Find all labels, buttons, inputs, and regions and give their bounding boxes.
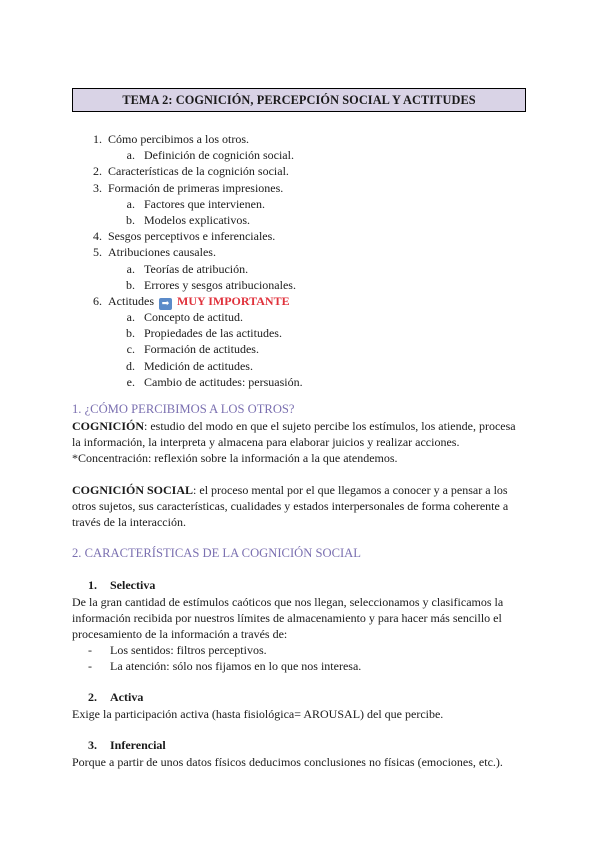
toc-subitem: a. Concepto de actitud. — [126, 310, 243, 325]
inferencial-paragraph: Porque a partir de unos datos físicos deducimos conclusiones no físicas (emociones, etc.). — [72, 755, 503, 769]
toc-subitem: b. Errores y sesgos atribucionales. — [126, 277, 296, 292]
subheading-selectiva: 1. Selectiva — [88, 578, 156, 592]
toc-subitem: b. Propiedades de las actitudes. — [126, 326, 282, 341]
toc-item: 3. Formación de primeras impresiones. — [93, 180, 284, 195]
page-title: TEMA 2: COGNICIÓN, PERCEPCIÓN SOCIAL Y ACTITUDES — [72, 88, 526, 112]
toc-subitem: e. Cambio de actitudes: persuasión. — [126, 374, 303, 389]
toc-subitem: a. Teorías de atribución. — [126, 261, 249, 276]
toc-item: 4. Sesgos perceptivos e inferenciales. — [93, 229, 276, 244]
document-page: TEMA 2: COGNICIÓN, PERCEPCIÓN SOCIAL Y ACTITUDES 1. Cómo percibimos a los otros. a. Definición de cognición social. 2. Características de la cognición social. 3. Formación de primeras impresiones. a. Factores que intervienen. b. Modelos explicativos. 4. Sesgos perceptivos e inferenciales. 5. Atribuciones causales. a. Teorías de atribución. b. Errores y sesgos atribucionales. 6. Actitudes ➡ MUY IMPORTANTE a. Concepto de actitud. b. Propiedades de las actitudes. c. Formación de actitudes. d. Medición de actitudes. e. Cambio de actitudes: persuasión. 1. ¿CÓMO PERCIBIMOS A LOS OTROS? COGNICIÓN: estudio del modo en que el sujeto percibe los estímulos, los atiende, procesa la información, la interpreta y almacena para elaborar juicios y realizar acciones. *Concentración: reflexión sobre la información a la que atendemos. COGNICIÓN SOCIAL: el proceso mental por el que llegamos a conocer y a pensar a los otros sujetos, sus características, cualidades y estados interpersonales de forma coherente a través de la interacción. 2. CARACTERÍSTICAS DE LA COGNICIÓN SOCIAL 1. Selectiva De la gran cantidad de estímulos caóticos que nos llegan, seleccionamos y clasificamos la información recibida por nuestros límites de almacenamiento y para hacer más sencillo el procesamiento de la información a través de: - Los sentidos: filtros perceptivos. - La atención: sólo nos fijamos en lo que nos interesa. 2. Activa Exige la participación activa (hasta fisiológica= AROUSAL) del que percibe. 3. Inferencial Porque a partir de unos datos físicos deducimos conclusiones no físicas (emociones, etc.). — [0, 0, 600, 848]
toc-item: 2. Características de la cognición social. — [93, 164, 289, 179]
subheading-activa: 2. Activa — [88, 690, 144, 704]
subheading-inferencial: 3. Inferencial — [88, 738, 166, 752]
toc-subitem: d. Medición de actitudes. — [126, 358, 253, 373]
term-cognicion-social: COGNICIÓN SOCIAL — [72, 483, 194, 497]
section-2-heading: 2. CARACTERÍSTICAS DE LA COGNICIÓN SOCIAL — [72, 546, 361, 560]
activa-paragraph: Exige la participación activa (hasta fisiológica= AROUSAL) del que percibe. — [72, 707, 444, 721]
term-cognicion: COGNICIÓN — [72, 419, 145, 433]
important-label: MUY IMPORTANTE — [177, 293, 290, 308]
concentration-note: *Concentración: reflexión sobre la información a la que atendemos. — [72, 451, 398, 465]
section-1-heading: 1. ¿CÓMO PERCIBIMOS A LOS OTROS? — [72, 402, 295, 416]
selectiva-paragraph: De la gran cantidad de estímulos caóticos que nos llegan, seleccionamos y clasificamos la información recibida por nuestros límites de almacenamiento y para hacer más sencillo el procesamiento de la información a través de: — [72, 595, 504, 641]
toc-item: 1. Cómo percibimos a los otros. — [93, 132, 249, 146]
toc-subitem: c. Formación de actitudes. — [126, 342, 259, 357]
arrow-right-icon: ➡ — [159, 298, 172, 310]
toc-item: 5. Atribuciones causales. — [93, 245, 216, 260]
definition-cognicion: COGNICIÓN: estudio del modo en que el sujeto percibe los estímulos, los atiende, procesa la información, la interpreta y almacena para elaborar juicios y realizar acciones. *Concentración: reflexión sobre la información a la que atendemos. — [72, 418, 528, 466]
table-of-contents — [0, 131, 600, 390]
toc-item-label: Actitudes — [108, 293, 154, 308]
definition-cognicion-social: COGNICIÓN SOCIAL: el proceso mental por el que llegamos a conocer y a pensar a los otros sujetos, sus características, cualidades y estados interpersonales de forma coherente a través de la interacción. — [72, 483, 509, 529]
toc-subitem: a. Factores que intervienen. — [126, 196, 265, 211]
toc-subitem: b. Modelos explicativos. — [126, 212, 250, 227]
toc-subitem: a. Definición de cognición social. — [126, 148, 294, 163]
toc-item: 6. Actitudes ➡ MUY IMPORTANTE — [93, 293, 290, 309]
